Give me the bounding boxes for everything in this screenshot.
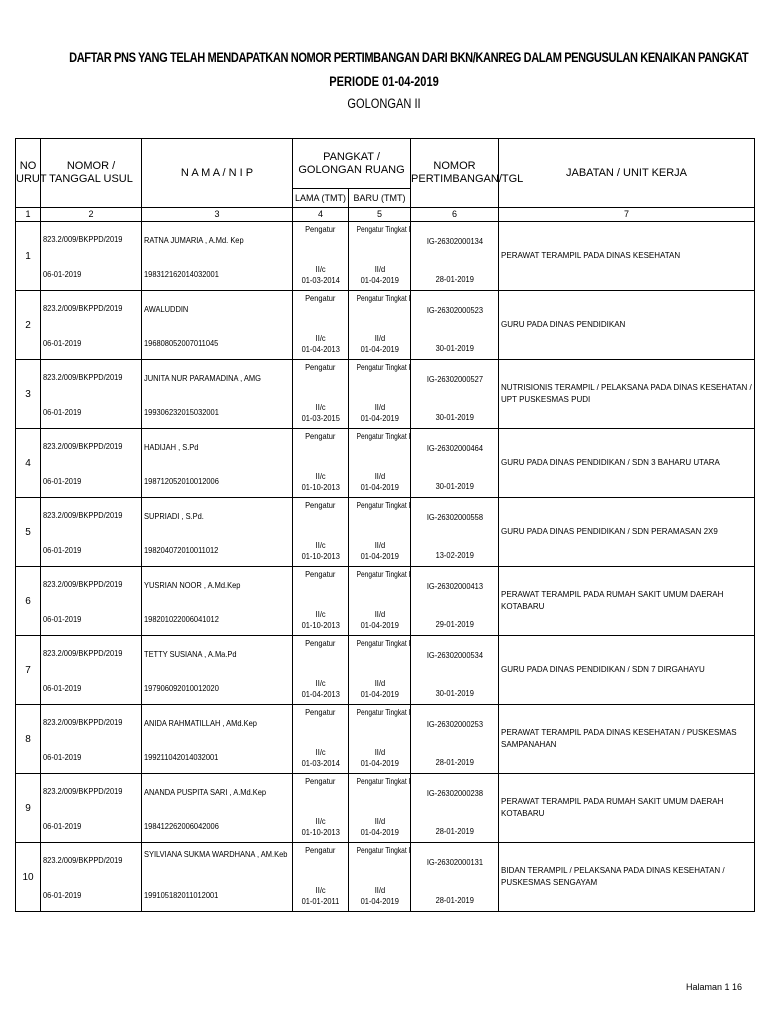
page-number: Halaman 1 16 <box>686 982 743 992</box>
lama-golongan: II/c <box>315 264 326 274</box>
baru-golongan: II/d <box>374 471 385 481</box>
lama-golongan: II/c <box>315 471 326 481</box>
usul-cell <box>41 705 142 774</box>
nama-cell <box>142 843 293 912</box>
baru-pangkat: Pengatur Tingkat I <box>356 431 411 441</box>
baru-pangkat: Pengatur Tingkat I <box>356 500 411 510</box>
lama-pangkat: Pengatur <box>305 500 336 510</box>
baru-tmt: 01-04-2019 <box>360 413 399 423</box>
pns-table <box>15 138 755 912</box>
lama-cell <box>293 360 349 429</box>
employee-nip: 196808052007011045 <box>144 338 219 348</box>
nomor-pertimbangan: IG-26302000527 <box>426 374 483 384</box>
usul-cell <box>41 843 142 912</box>
col-number: 2 <box>41 208 142 222</box>
usul-cell <box>41 360 142 429</box>
table-row <box>16 498 755 567</box>
table-row <box>16 291 755 360</box>
nomor-cell <box>411 843 499 912</box>
baru-golongan: II/d <box>374 540 385 550</box>
nomor-pertimbangan: IG-26302000238 <box>426 788 483 798</box>
employee-nip: 198712052010012006 <box>144 476 219 486</box>
employee-name: AWALUDDIN <box>144 304 189 314</box>
employee-name: SUPRIADI , S.Pd. <box>144 511 204 521</box>
nama-cell <box>142 636 293 705</box>
row-number: 6 <box>16 567 41 636</box>
jabatan-cell: GURU PADA DINAS PENDIDIKAN / SDN 3 BAHARU UTARA <box>499 429 755 498</box>
nama-cell <box>142 360 293 429</box>
nomor-pertimbangan: IG-26302000523 <box>426 305 483 315</box>
baru-golongan: II/d <box>374 747 385 757</box>
col-number: 5 <box>349 208 411 222</box>
nomor-cell <box>411 774 499 843</box>
nomor-date: 30-01-2019 <box>435 688 474 698</box>
lama-tmt: 01-04-2013 <box>301 689 340 699</box>
employee-name: RATNA JUMARIA , A.Md. Kep <box>144 235 244 245</box>
row-number: 2 <box>16 291 41 360</box>
usul-number: 823.2/009/BKPPD/2019 <box>43 441 123 451</box>
document-title: DAFTAR PNS YANG TELAH MENDAPATKAN NOMOR PERTIMBANGAN DARI BKN/KANREG DALAM PENGUSULAN KENAIKAN PANGKAT <box>69 50 749 65</box>
col-header-pangkat: PANGKAT / GOLONGAN RUANG <box>293 139 411 189</box>
usul-date: 06-01-2019 <box>43 407 82 417</box>
nomor-cell <box>411 567 499 636</box>
jabatan-cell: BIDAN TERAMPIL / PELAKSANA PADA DINAS KESEHATAN / PUSKESMAS SENGAYAM <box>499 843 755 912</box>
baru-tmt: 01-04-2019 <box>360 275 399 285</box>
usul-cell <box>41 222 142 291</box>
jabatan-cell: GURU PADA DINAS PENDIDIKAN / SDN 7 DIRGAHAYU <box>499 636 755 705</box>
nomor-date: 30-01-2019 <box>435 343 474 353</box>
nama-cell <box>142 222 293 291</box>
lama-pangkat: Pengatur <box>305 569 336 579</box>
usul-number: 823.2/009/BKPPD/2019 <box>43 717 123 727</box>
document-period: PERIODE 01-04-2019 <box>329 74 439 89</box>
baru-pangkat: Pengatur Tingkat I <box>356 707 411 717</box>
employee-nip: 197906092010012020 <box>144 683 219 693</box>
baru-cell <box>349 774 411 843</box>
nama-cell <box>142 774 293 843</box>
employee-nip: 198201022006041012 <box>144 614 219 624</box>
nomor-pertimbangan: IG-26302000464 <box>426 443 483 453</box>
usul-date: 06-01-2019 <box>43 269 82 279</box>
row-number: 4 <box>16 429 41 498</box>
nama-cell <box>142 567 293 636</box>
employee-nip: 198412262006042006 <box>144 821 219 831</box>
nomor-pertimbangan: IG-26302000131 <box>426 857 483 867</box>
baru-tmt: 01-04-2019 <box>360 620 399 630</box>
col-number: 4 <box>293 208 349 222</box>
usul-number: 823.2/009/BKPPD/2019 <box>43 510 123 520</box>
nomor-date: 28-01-2019 <box>435 895 474 905</box>
nomor-date: 28-01-2019 <box>435 826 474 836</box>
usul-date: 06-01-2019 <box>43 476 82 486</box>
employee-nip: 198312162014032001 <box>144 269 219 279</box>
jabatan-cell: PERAWAT TERAMPIL PADA DINAS KESEHATAN / PUSKESMAS SAMPANAHAN <box>499 705 755 774</box>
nama-cell <box>142 291 293 360</box>
col-number: 6 <box>411 208 499 222</box>
baru-cell <box>349 636 411 705</box>
employee-name: TETTY SUSIANA , A.Ma.Pd <box>144 649 237 659</box>
col-header-lama: LAMA (TMT) <box>293 189 349 208</box>
col-header-baru: BARU (TMT) <box>349 189 411 208</box>
jabatan-cell: GURU PADA DINAS PENDIDIKAN / SDN PERAMASAN 2X9 <box>499 498 755 567</box>
lama-golongan: II/c <box>315 333 326 343</box>
employee-name: ANIDA RAHMATILLAH , AMd.Kep <box>144 718 257 728</box>
nomor-date: 13-02-2019 <box>435 550 474 560</box>
baru-tmt: 01-04-2019 <box>360 827 399 837</box>
employee-nip: 198204072010011012 <box>144 545 219 555</box>
col-header-usul: NOMOR / TANGGAL USUL <box>41 139 142 208</box>
baru-golongan: II/d <box>374 609 385 619</box>
nomor-cell <box>411 291 499 360</box>
lama-golongan: II/c <box>315 747 326 757</box>
row-number: 10 <box>16 843 41 912</box>
baru-cell <box>349 222 411 291</box>
lama-tmt: 01-03-2014 <box>301 275 340 285</box>
row-number: 7 <box>16 636 41 705</box>
usul-number: 823.2/009/BKPPD/2019 <box>43 303 123 313</box>
baru-tmt: 01-04-2019 <box>360 344 399 354</box>
nama-cell <box>142 498 293 567</box>
usul-cell <box>41 636 142 705</box>
table-row <box>16 843 755 912</box>
lama-cell <box>293 222 349 291</box>
nomor-date: 28-01-2019 <box>435 757 474 767</box>
baru-tmt: 01-04-2019 <box>360 551 399 561</box>
nomor-pertimbangan: IG-26302000413 <box>426 581 483 591</box>
nomor-date: 28-01-2019 <box>435 274 474 284</box>
nomor-pertimbangan: IG-26302000534 <box>426 650 483 660</box>
nomor-date: 30-01-2019 <box>435 412 474 422</box>
nama-cell <box>142 705 293 774</box>
nama-cell <box>142 429 293 498</box>
lama-cell <box>293 843 349 912</box>
lama-golongan: II/c <box>315 678 326 688</box>
usul-date: 06-01-2019 <box>43 614 82 624</box>
jabatan-cell: PERAWAT TERAMPIL PADA RUMAH SAKIT UMUM DAERAH KOTABARU <box>499 567 755 636</box>
lama-tmt: 01-03-2014 <box>301 758 340 768</box>
employee-name: JUNITA NUR PARAMADINA , AMG <box>144 373 261 383</box>
nomor-pertimbangan: IG-26302000558 <box>426 512 483 522</box>
baru-golongan: II/d <box>374 678 385 688</box>
jabatan-cell: PERAWAT TERAMPIL PADA RUMAH SAKIT UMUM DAERAH KOTABARU <box>499 774 755 843</box>
baru-tmt: 01-04-2019 <box>360 482 399 492</box>
usul-date: 06-01-2019 <box>43 338 82 348</box>
lama-pangkat: Pengatur <box>305 293 336 303</box>
baru-cell <box>349 705 411 774</box>
baru-golongan: II/d <box>374 333 385 343</box>
baru-cell <box>349 360 411 429</box>
col-number: 1 <box>16 208 41 222</box>
lama-golongan: II/c <box>315 885 326 895</box>
baru-pangkat: Pengatur Tingkat I <box>356 638 411 648</box>
table-row <box>16 222 755 291</box>
usul-cell <box>41 774 142 843</box>
lama-tmt: 01-10-2013 <box>301 827 340 837</box>
lama-pangkat: Pengatur <box>305 224 336 234</box>
table-row <box>16 774 755 843</box>
usul-cell <box>41 567 142 636</box>
baru-pangkat: Pengatur Tingkat I <box>356 224 411 234</box>
lama-cell <box>293 774 349 843</box>
usul-date: 06-01-2019 <box>43 752 82 762</box>
jabatan-cell: PERAWAT TERAMPIL PADA DINAS KESEHATAN <box>499 222 755 291</box>
lama-cell <box>293 291 349 360</box>
baru-tmt: 01-04-2019 <box>360 689 399 699</box>
baru-cell <box>349 843 411 912</box>
baru-cell <box>349 291 411 360</box>
baru-golongan: II/d <box>374 885 385 895</box>
lama-cell <box>293 498 349 567</box>
employee-nip: 199105182011012001 <box>144 890 219 900</box>
baru-cell <box>349 567 411 636</box>
document-golongan: GOLONGAN II <box>347 96 421 111</box>
nomor-cell <box>411 429 499 498</box>
lama-golongan: II/c <box>315 816 326 826</box>
baru-cell <box>349 429 411 498</box>
lama-pangkat: Pengatur <box>305 362 336 372</box>
lama-cell <box>293 429 349 498</box>
employee-name: ANANDA PUSPITA SARI , A.Md.Kep <box>144 787 267 797</box>
col-number: 3 <box>142 208 293 222</box>
usul-number: 823.2/009/BKPPD/2019 <box>43 786 123 796</box>
baru-golongan: II/d <box>374 402 385 412</box>
lama-golongan: II/c <box>315 609 326 619</box>
lama-tmt: 01-10-2013 <box>301 551 340 561</box>
baru-pangkat: Pengatur Tingkat I <box>356 293 411 303</box>
nomor-cell <box>411 222 499 291</box>
table-row <box>16 360 755 429</box>
nomor-cell <box>411 705 499 774</box>
table-row <box>16 429 755 498</box>
employee-name: HADIJAH , S.Pd <box>144 442 199 452</box>
lama-cell <box>293 636 349 705</box>
usul-date: 06-01-2019 <box>43 890 82 900</box>
col-number: 7 <box>499 208 755 222</box>
baru-golongan: II/d <box>374 816 385 826</box>
baru-pangkat: Pengatur Tingkat I <box>356 776 411 786</box>
baru-tmt: 01-04-2019 <box>360 896 399 906</box>
baru-pangkat: Pengatur Tingkat I <box>356 569 411 579</box>
baru-tmt: 01-04-2019 <box>360 758 399 768</box>
nomor-pertimbangan: IG-26302000253 <box>426 719 483 729</box>
lama-pangkat: Pengatur <box>305 845 336 855</box>
lama-tmt: 01-01-2011 <box>301 896 340 906</box>
col-header-no: NO URUT <box>16 139 41 208</box>
nomor-date: 30-01-2019 <box>435 481 474 491</box>
col-header-nomor: NOMOR PERTIMBANGAN/TGL <box>411 139 499 208</box>
row-number: 3 <box>16 360 41 429</box>
usul-cell <box>41 429 142 498</box>
usul-number: 823.2/009/BKPPD/2019 <box>43 855 123 865</box>
employee-name: YUSRIAN NOOR , A.Md.Kep <box>144 580 241 590</box>
lama-cell <box>293 567 349 636</box>
jabatan-cell: NUTRISIONIS TERAMPIL / PELAKSANA PADA DINAS KESEHATAN / UPT PUSKESMAS PUDI <box>499 360 755 429</box>
baru-pangkat: Pengatur Tingkat I <box>356 845 411 855</box>
usul-date: 06-01-2019 <box>43 683 82 693</box>
usul-date: 06-01-2019 <box>43 821 82 831</box>
lama-pangkat: Pengatur <box>305 431 336 441</box>
row-number: 9 <box>16 774 41 843</box>
lama-tmt: 01-03-2015 <box>301 413 340 423</box>
nomor-date: 29-01-2019 <box>435 619 474 629</box>
nomor-pertimbangan: IG-26302000134 <box>426 236 483 246</box>
employee-nip: 199211042014032001 <box>144 752 219 762</box>
jabatan-cell: GURU PADA DINAS PENDIDIKAN <box>499 291 755 360</box>
lama-pangkat: Pengatur <box>305 707 336 717</box>
nomor-cell <box>411 360 499 429</box>
row-number: 1 <box>16 222 41 291</box>
baru-golongan: II/d <box>374 264 385 274</box>
table-row <box>16 705 755 774</box>
table-row <box>16 636 755 705</box>
table-row <box>16 567 755 636</box>
row-number: 8 <box>16 705 41 774</box>
nomor-cell <box>411 498 499 567</box>
baru-cell <box>349 498 411 567</box>
usul-cell <box>41 498 142 567</box>
usul-number: 823.2/009/BKPPD/2019 <box>43 648 123 658</box>
lama-golongan: II/c <box>315 402 326 412</box>
employee-nip: 199306232015032001 <box>144 407 219 417</box>
col-header-nama: N A M A / N I P <box>142 139 293 208</box>
lama-pangkat: Pengatur <box>305 638 336 648</box>
employee-name: SYILVIANA SUKMA WARDHANA , AM.Keb <box>144 849 288 859</box>
lama-pangkat: Pengatur <box>305 776 336 786</box>
row-number: 5 <box>16 498 41 567</box>
usul-date: 06-01-2019 <box>43 545 82 555</box>
lama-tmt: 01-04-2013 <box>301 344 340 354</box>
usul-number: 823.2/009/BKPPD/2019 <box>43 579 123 589</box>
nomor-cell <box>411 636 499 705</box>
lama-tmt: 01-10-2013 <box>301 482 340 492</box>
lama-golongan: II/c <box>315 540 326 550</box>
lama-tmt: 01-10-2013 <box>301 620 340 630</box>
usul-number: 823.2/009/BKPPD/2019 <box>43 372 123 382</box>
usul-number: 823.2/009/BKPPD/2019 <box>43 234 123 244</box>
baru-pangkat: Pengatur Tingkat I <box>356 362 411 372</box>
lama-cell <box>293 705 349 774</box>
usul-cell <box>41 291 142 360</box>
col-header-jabatan: JABATAN / UNIT KERJA <box>499 139 755 208</box>
